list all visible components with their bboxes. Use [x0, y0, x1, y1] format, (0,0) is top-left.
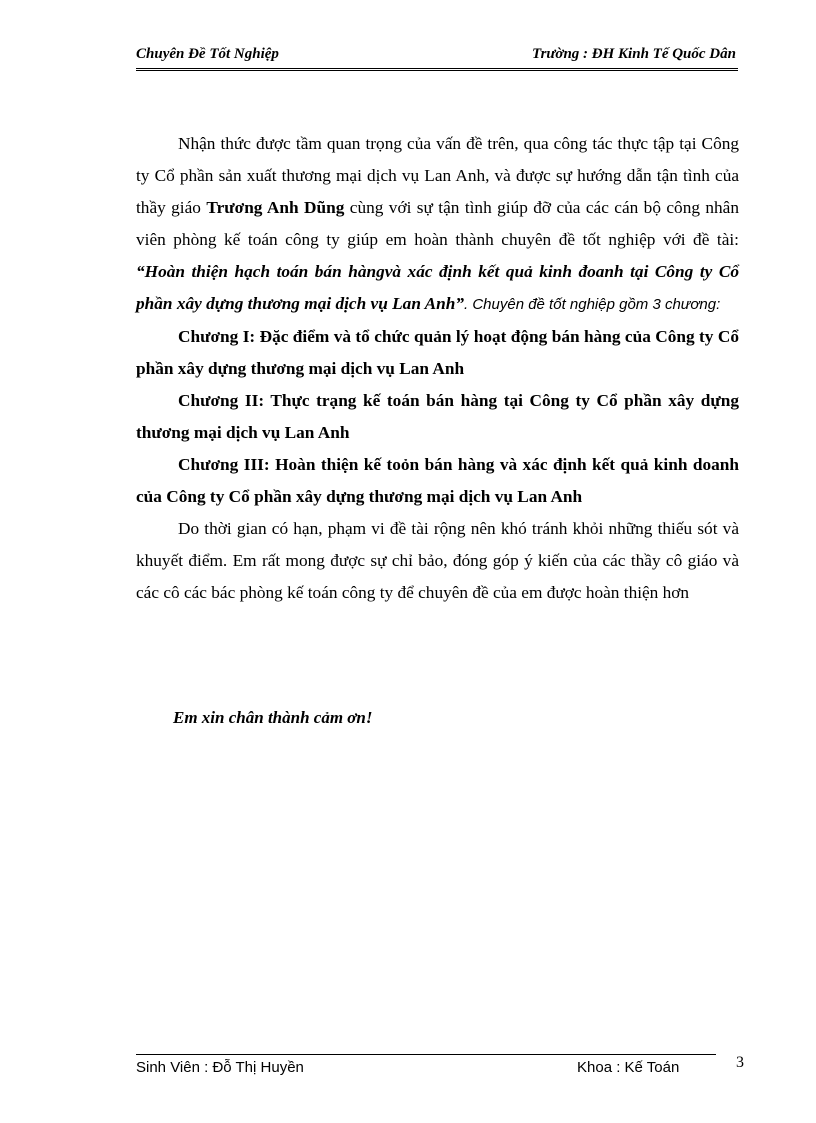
- footer-divider: [136, 1054, 716, 1055]
- footer-student: Sinh Viên : Đỗ Thị Huyền: [136, 1059, 304, 1076]
- intro-paragraph: [136, 128, 739, 321]
- body-text: [136, 128, 739, 609]
- thesis-title: “Hoàn thiện hạch toán bán hàngvà xác định kết quả kinh đoanh tại Công ty Cổ phần xây dựng thương mại dịch vụ Lan Anh”: [136, 262, 739, 313]
- intro-text-a: Nhận thức được tầm quan trọng của vấn đề trên, qua công tác thực tập tại Công ty Cổ phần sản xuất thương mại dịch vụ Lan Anh, và được sự hướng dẫn tận tình của thầy giáo: [136, 134, 739, 217]
- closing-paragraph: Do thời gian có hạn, phạm vi đề tài rộng nên khó tránh khỏi những thiếu sót và khuyết điểm. Em rất mong được sự chỉ bảo, đóng góp ý kiến của các thầy cô giáo và các cô các bác phòng kế toán công ty để chuyên đề của em được hoàn thiện hơn: [136, 519, 739, 602]
- chapter-3: Chương III: Hoàn thiện kế toỏn bán hàng và xác định kết quả kinh doanh của Công ty Cổ phần xây dựng thương mại dịch vụ Lan Anh: [136, 455, 739, 506]
- page-header: [136, 44, 738, 71]
- page-number: 3: [736, 1054, 744, 1071]
- header-left: Chuyên Đề Tốt Nghiệp: [136, 46, 279, 62]
- chapter-1: Chương I: Đặc điểm và tổ chức quản lý hoạt động bán hàng của Công ty Cổ phần xây dựng thương mại dịch vụ Lan Anh: [136, 327, 739, 378]
- intro-text-c: . Chuyên đề tốt nghiệp gồm 3 chương:: [464, 296, 721, 313]
- intro-text-b: cùng với sự tận tình giúp đỡ của các cán bộ công nhân viên phòng kế toán công ty giúp em hoàn thành chuyên đề tốt nghiệp với đề tài:: [136, 198, 739, 249]
- footer-faculty: Khoa : Kế Toán: [577, 1059, 680, 1076]
- chapter-2: Chương II: Thực trạng kế toán bán hàng tại Công ty Cổ phần xây dựng thương mại dịch vụ Lan Anh: [136, 391, 739, 442]
- header-right: Trường : ĐH Kinh Tế Quốc Dân: [531, 46, 736, 62]
- teacher-name: Trương Anh Dũng: [206, 198, 345, 217]
- thanks-line: Em xin chân thành cảm ơn!: [173, 708, 373, 727]
